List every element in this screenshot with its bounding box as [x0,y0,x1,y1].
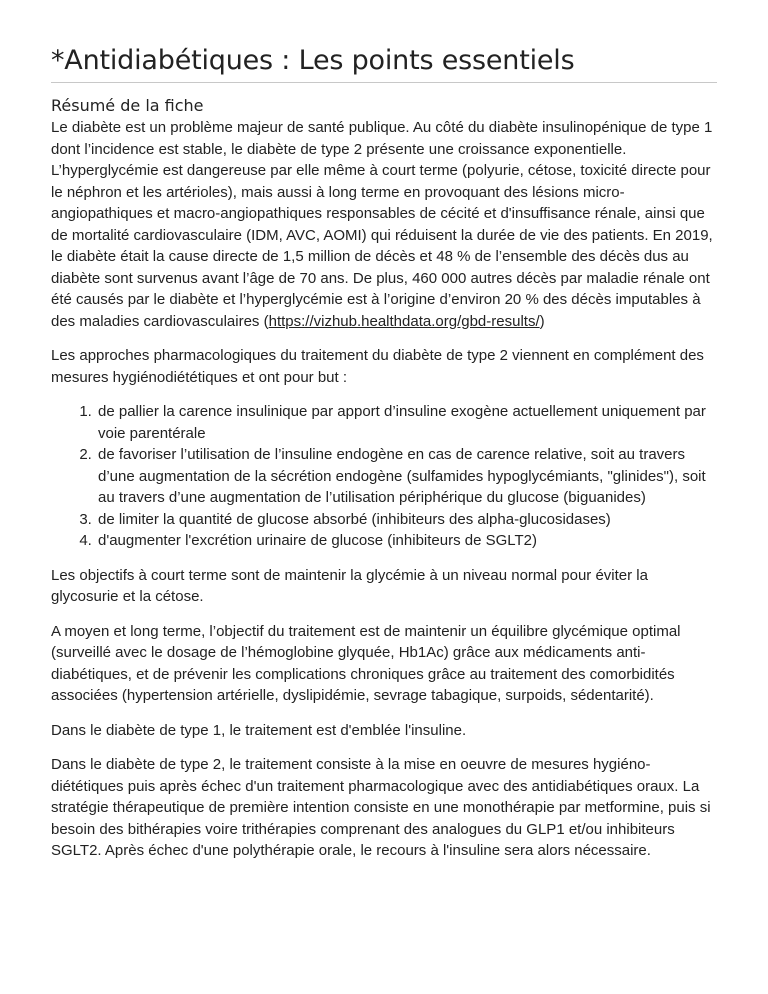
list-item: 3. de limiter la quantité de glucose absorbé (inhibiteurs des alpha-glucosidases) [96,509,717,531]
list-item: 4. d'augmenter l'excrétion urinaire de glucose (inhibiteurs de SGLT2) [96,530,717,552]
intro-text: Le diabète est un problème majeur de santé publique. Au côté du diabète insulinopénique de type 1 dont l’incidence est stable, le diabète de type 2 présente une croissance exponentielle. L’hyperglycémie est dangereuse par elle même à court terme (polyurie, cétose, toxicité directe pour le néphron et les artérioles), mais aussi à long terme en provoquant des lésions micro-angiopathiques et macro-angiopathiques responsables de cécité et d'insuffisance rénale, ainsi que de mortalité cardiovasculaire (IDM, AVC, AOMI) qui réduisent la durée de vie des patients. En 2019, le diabète était la cause directe de 1,5 million de décès et 48 % de l’ensemble des décès dus au diabète sont survenus avant l’âge de 70 ans. De plus, 460 000 autres décès par maladie rénale ont été causés par le diabète et l’hyperglycémie est à l’origine d’environ 20 % des décès imputables à des maladies cardiovasculaires ( [51,119,713,330]
type1-paragraph: Dans le diabète de type 1, le traitement est d'emblée l'insuline. [51,721,467,739]
intro-paragraph [51,117,717,332]
section-heading: Résumé de la fiche [51,96,204,115]
intro-text-end: ) [539,312,545,330]
gbd-results-link[interactable]: https://vizhub.healthdata.org/gbd-results/ [268,312,540,330]
type2-paragraph: Dans le diabète de type 2, le traitement consiste à la mise en oeuvre de mesures hygiéno-diététiques puis après échec d'un traitement pharmacologique avec des antidiabétiques oraux. La stratégie thérapeutique de première intention consiste en une monothérapie par metformine, puis si besoin des bithérapies voire trithérapies comprenant des analogues du GLP1 et/ou inhibiteurs SGLT2. Après échec d'une polythérapie orale, le recours à l'insuline sera alors nécessaire. [51,756,711,859]
goals-list [51,401,717,552]
list-item: 2. de favoriser l’utilisation de l’insuline endogène en cas de carence relative, soit au travers d’une augmentation de la sécrétion endogène (sulfamides hypoglycémiants, "glinides"), soit au travers d’une augmentation de l’utilisation périphérique du glucose (biguanides) [96,444,717,509]
short-term-paragraph: Les objectifs à court terme sont de maintenir la glycémie à un niveau normal pour éviter la glycosurie et la cétose. [51,566,648,605]
list-item: 1. de pallier la carence insulinique par apport d’insuline exogène actuellement uniquement par voie parentérale [96,401,717,444]
page-title: *Antidiabétiques : Les points essentiels [51,0,717,83]
long-term-paragraph: A moyen et long terme, l’objectif du traitement est de maintenir un équilibre glycémique optimal (surveillé avec le dosage de l’hémoglobine glyquée, Hb1Ac) grâce aux médicaments anti-diabétiques, et de prévenir les complications chroniques grâce au traitement des comorbidités associées (hypertension artérielle, dyslipidémie, sevrage tabagique, surpoids, sédentarité). [51,622,681,704]
approaches-paragraph: Les approches pharmacologiques du traitement du diabète de type 2 viennent en complément des mesures hygiénodiététiques et ont pour but : [51,347,704,386]
